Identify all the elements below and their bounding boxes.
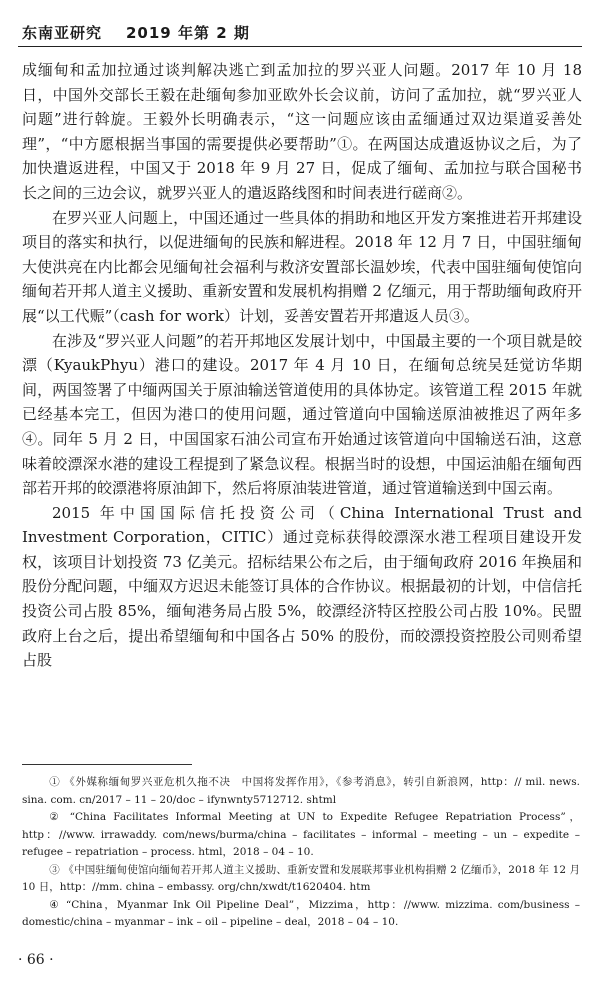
article-body (22, 58, 582, 673)
footnote-4: ④ “China，Myanmar Ink Oil Pipeline Deal”，Mizzima，http：//www. mizzima. com/business – domestic/china – myanmar – ink – oil – pipeline – deal，2018 – 04 – 10. (22, 898, 580, 928)
issue-label: 2019 年第 2 期 (126, 24, 250, 42)
paragraph-1: 成缅甸和孟加拉通过谈判解决逃亡到孟加拉的罗兴亚人问题。2017 年 10 月 18 日，中国外交部长王毅在赴缅甸参加亚欧外长会议前，访问了孟加拉，就“罗兴亚人问题”进行斡旋。王毅外长明确表示，“这一问题应该由孟缅通过双边渠道妥善处理”，“中方愿根据当事国的需要提供必要帮助”①。在两国达成遣返协议之后，为了加快遣返进程，中国又于 2018 年 9 月 27 日，促成了缅甸、孟加拉与联合国秘书长之间的三边会议，就罗兴亚人的遣返路线图和时间表进行磋商②。 (22, 61, 582, 202)
footnote-1: ① 《外媒称缅甸罗兴亚危机久拖不决 中国将发挥作用》，《参考消息》，转引自新浪网，http：// mil. news. sina. com. cn/2017 – 11 – 20/doc – ifynwnty5712712. shtml (22, 776, 580, 806)
paragraph-2: 在罗兴亚人问题上，中国还通过一些具体的捐助和地区开发方案推进若开邦建设项目的落实和执行，以促进缅甸的民族和解进程。2018 年 12 月 7 日，中国驻缅甸大使洪亮在内比都会见缅甸社会福利与救济安置部长温妙埃，代表中国驻缅甸使馆向缅甸若开邦人道主义援助、重新安置和发展机构捐赠 2 亿缅元，用于帮助缅甸政府开展“以工代赈”（cash for work）计划，妥善安置若开邦遣返人员③。 (22, 208, 582, 325)
footnote-2: ② “China Facilitates Informal Meeting at UN to Expedite Refugee Repatriation Process”，http：//www. irrawaddy. com/news/burma/china – facilitates – informal – meeting – un – expedite – refugee – repatriation – process. html，2018 – 04 – 10. (22, 811, 580, 858)
journal-name: 东南亚研究 (22, 24, 103, 42)
paragraph-3: 在涉及“罗兴亚人问题”的若开邦地区发展计划中，中国最主要的一个项目就是皎漂（KyaukPhyu）港口的建设。2017 年 4 月 10 日，在缅甸总统吴廷觉访华期间，两国签署了中缅两国关于原油输送管道使用的具体协定。该管道工程 2015 年就已经基本完工，但因为港口的使用问题，通过管道向中国输送原油被推迟了两年多④。同年 5 月 2 日，中国国家石油公司宣布开始通过该管道向中国输送石油，这意味着皎漂深水港的建设工程提到了紧急议程。根据当时的设想，中国运油船在缅甸西部若开邦的皎漂港将原油卸下，然后将原油装进管道，通过管道输送到中国云南。 (22, 331, 582, 498)
footnote-3: ③ 《中国驻缅甸使馆向缅甸若开邦人道主义援助、重新安置和发展联邦事业机构捐赠 2 亿缅币》，2018 年 12 月 10 日，http：//mm. china – embassy. org/chn/xwdt/t1620404. htm (22, 863, 580, 893)
running-header (18, 14, 582, 47)
footnote-divider (22, 764, 192, 765)
page-number: · 66 · (18, 952, 54, 968)
paragraph-4: 2015 年中国国际信托投资公司（China International Trust and Investment Corporation，CITIC）通过竞标获得皎漂深水港工程项目建设开发权，该项目计划投资 73 亿美元。招标结果公布之后，由于缅甸政府 2016 年换届和股份分配问题，中缅双方迟迟未能签订具体的合作协议。根据最初的计划，中信信托投资公司占股 85%，缅甸港务局占股 5%，皎漂经济特区控股公司占股 10%。民盟政府上台之后，提出希望缅甸和中国各占 50% 的股份，而皎漂投资控股公司则希望占股 (22, 503, 582, 670)
footnotes (22, 774, 580, 932)
